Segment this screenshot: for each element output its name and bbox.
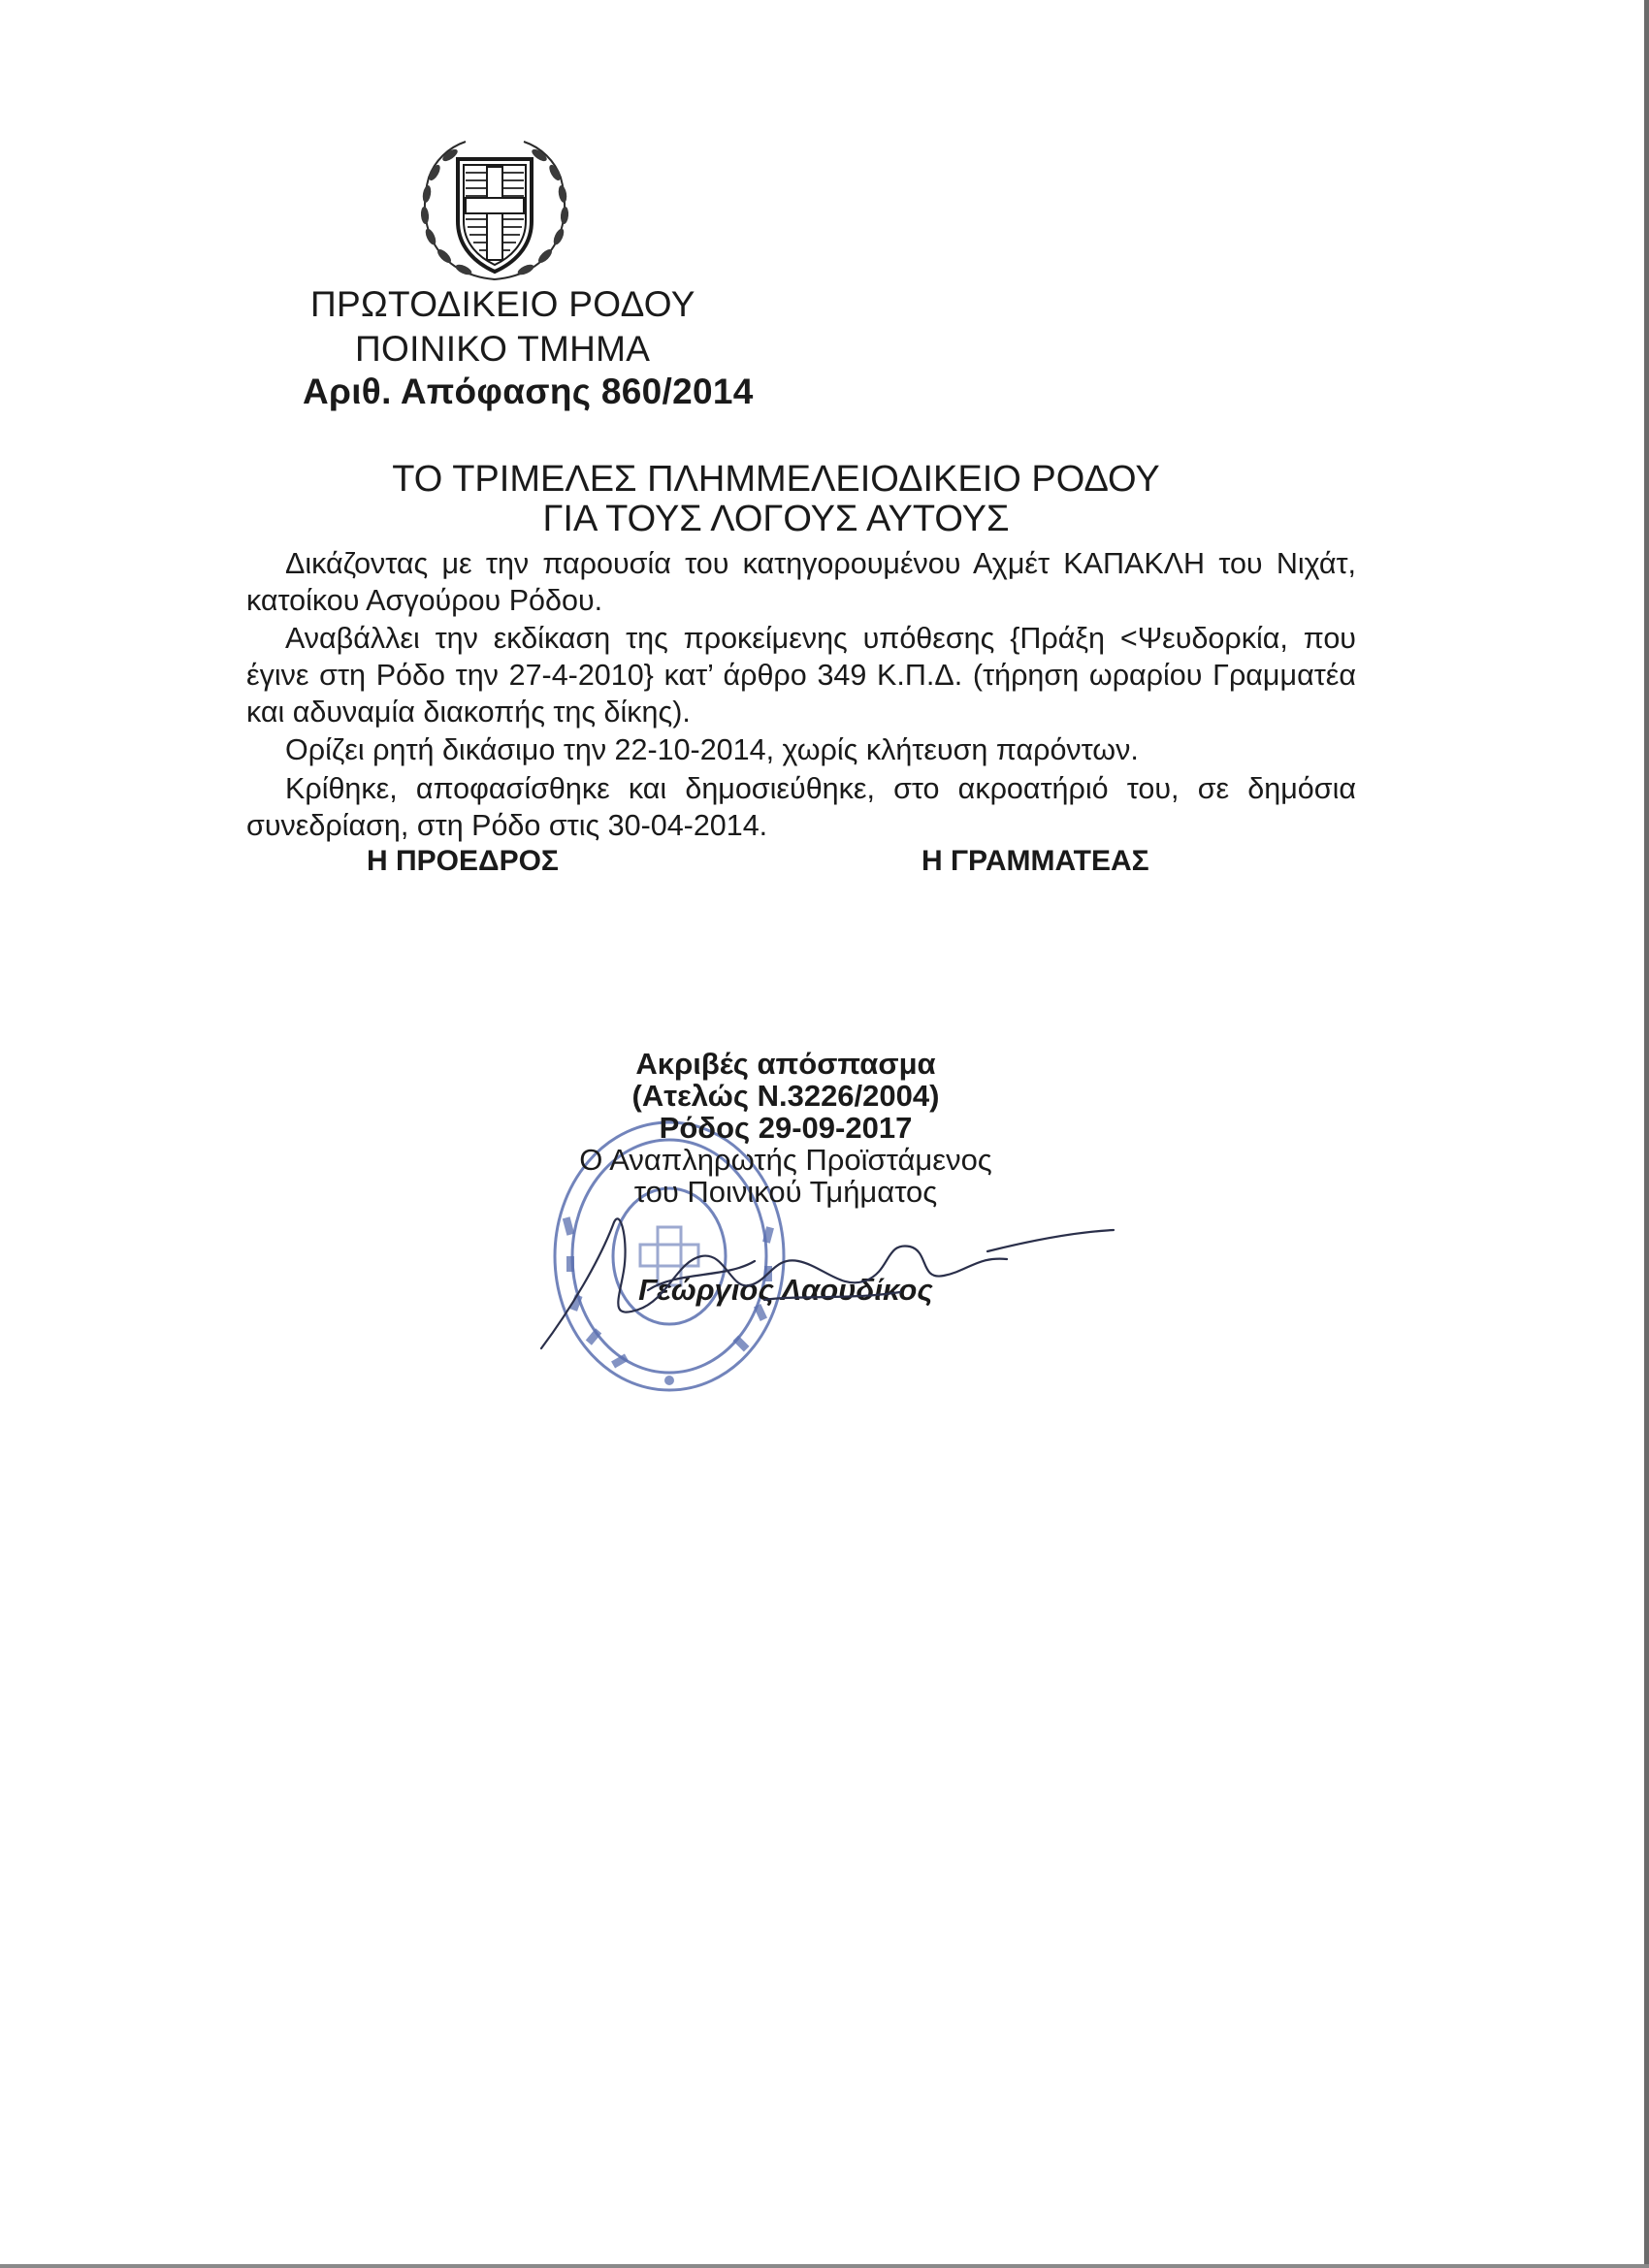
- body-paragraph: Δικάζοντας με την παρουσία του κατηγορουμένου Αχμέτ ΚΑΠΑΚΛΗ του Νιχάτ, κατοίκου Ασγούρου Ρόδου.: [246, 547, 1356, 618]
- document-title: ΤΟ ΤΡΙΜΕΛΕΣ ΠΛΗΜΜΕΛΕΙΟΔΙΚΕΙΟ ΡΟΔΟΥ: [392, 459, 1160, 500]
- scan-edge: [1644, 0, 1649, 2268]
- document-subtitle: ΓΙΑ ΤΟΥΣ ΛΟΓΟΥΣ ΑΥΤΟΥΣ: [542, 499, 1010, 539]
- secretary-signature-label: Η ΓΡΑΜΜΑΤΕΑΣ: [922, 845, 1149, 877]
- body-paragraph: Ορίζει ρητή δικάσιμο την 22-10-2014, χωρίς κλήτευση παρόντων.: [285, 733, 1139, 766]
- decision-number: Αριθ. Απόφασης 860/2014: [303, 372, 754, 411]
- scan-edge: [0, 2264, 1649, 2268]
- extract-title: Ακριβές απόσπασμα: [635, 1047, 936, 1081]
- handwritten-signature: [532, 1203, 1133, 1377]
- court-name: ΠΡΩΤΟΔΙΚΕΙΟ ΡΟΔΟΥ: [310, 284, 695, 324]
- body-paragraph: Αναβάλλει την εκδίκαση της προκείμενης υπόθεσης {Πράξη <Ψευδορκία, που έγινε στη Ρόδο την 27-4-2010} κατ’ άρθρο 349 Κ.Π.Δ. (τήρηση ωραρίου Γραμματέα και αδυναμία διακοπής της δίκης).: [246, 622, 1356, 729]
- greek-coat-of-arms-icon: [407, 134, 582, 287]
- extract-role-line1: Ο Αναπληρωτής Προϊστάμενος: [579, 1143, 992, 1177]
- body-paragraph: Κρίθηκε, αποφασίσθηκε και δημοσιεύθηκε, στο ακροατήριό του, σε δημόσια συνεδρίαση, στη Ρόδο στις 30-04-2014.: [246, 772, 1356, 843]
- extract-role-line2: του Ποινικού Τμήματος: [633, 1175, 938, 1209]
- extract-exemption: (Ατελώς Ν.3226/2004): [631, 1079, 940, 1113]
- extract-place-date: Ρόδος 29-09-2017: [659, 1111, 913, 1145]
- president-signature-label: Η ΠΡΟΕΔΡΟΣ: [367, 845, 559, 877]
- court-section: ΠΟΙΝΙΚΟ ΤΜΗΜΑ: [355, 329, 651, 369]
- extract-signatory: Γεώργιος Λαουδίκος: [638, 1273, 933, 1307]
